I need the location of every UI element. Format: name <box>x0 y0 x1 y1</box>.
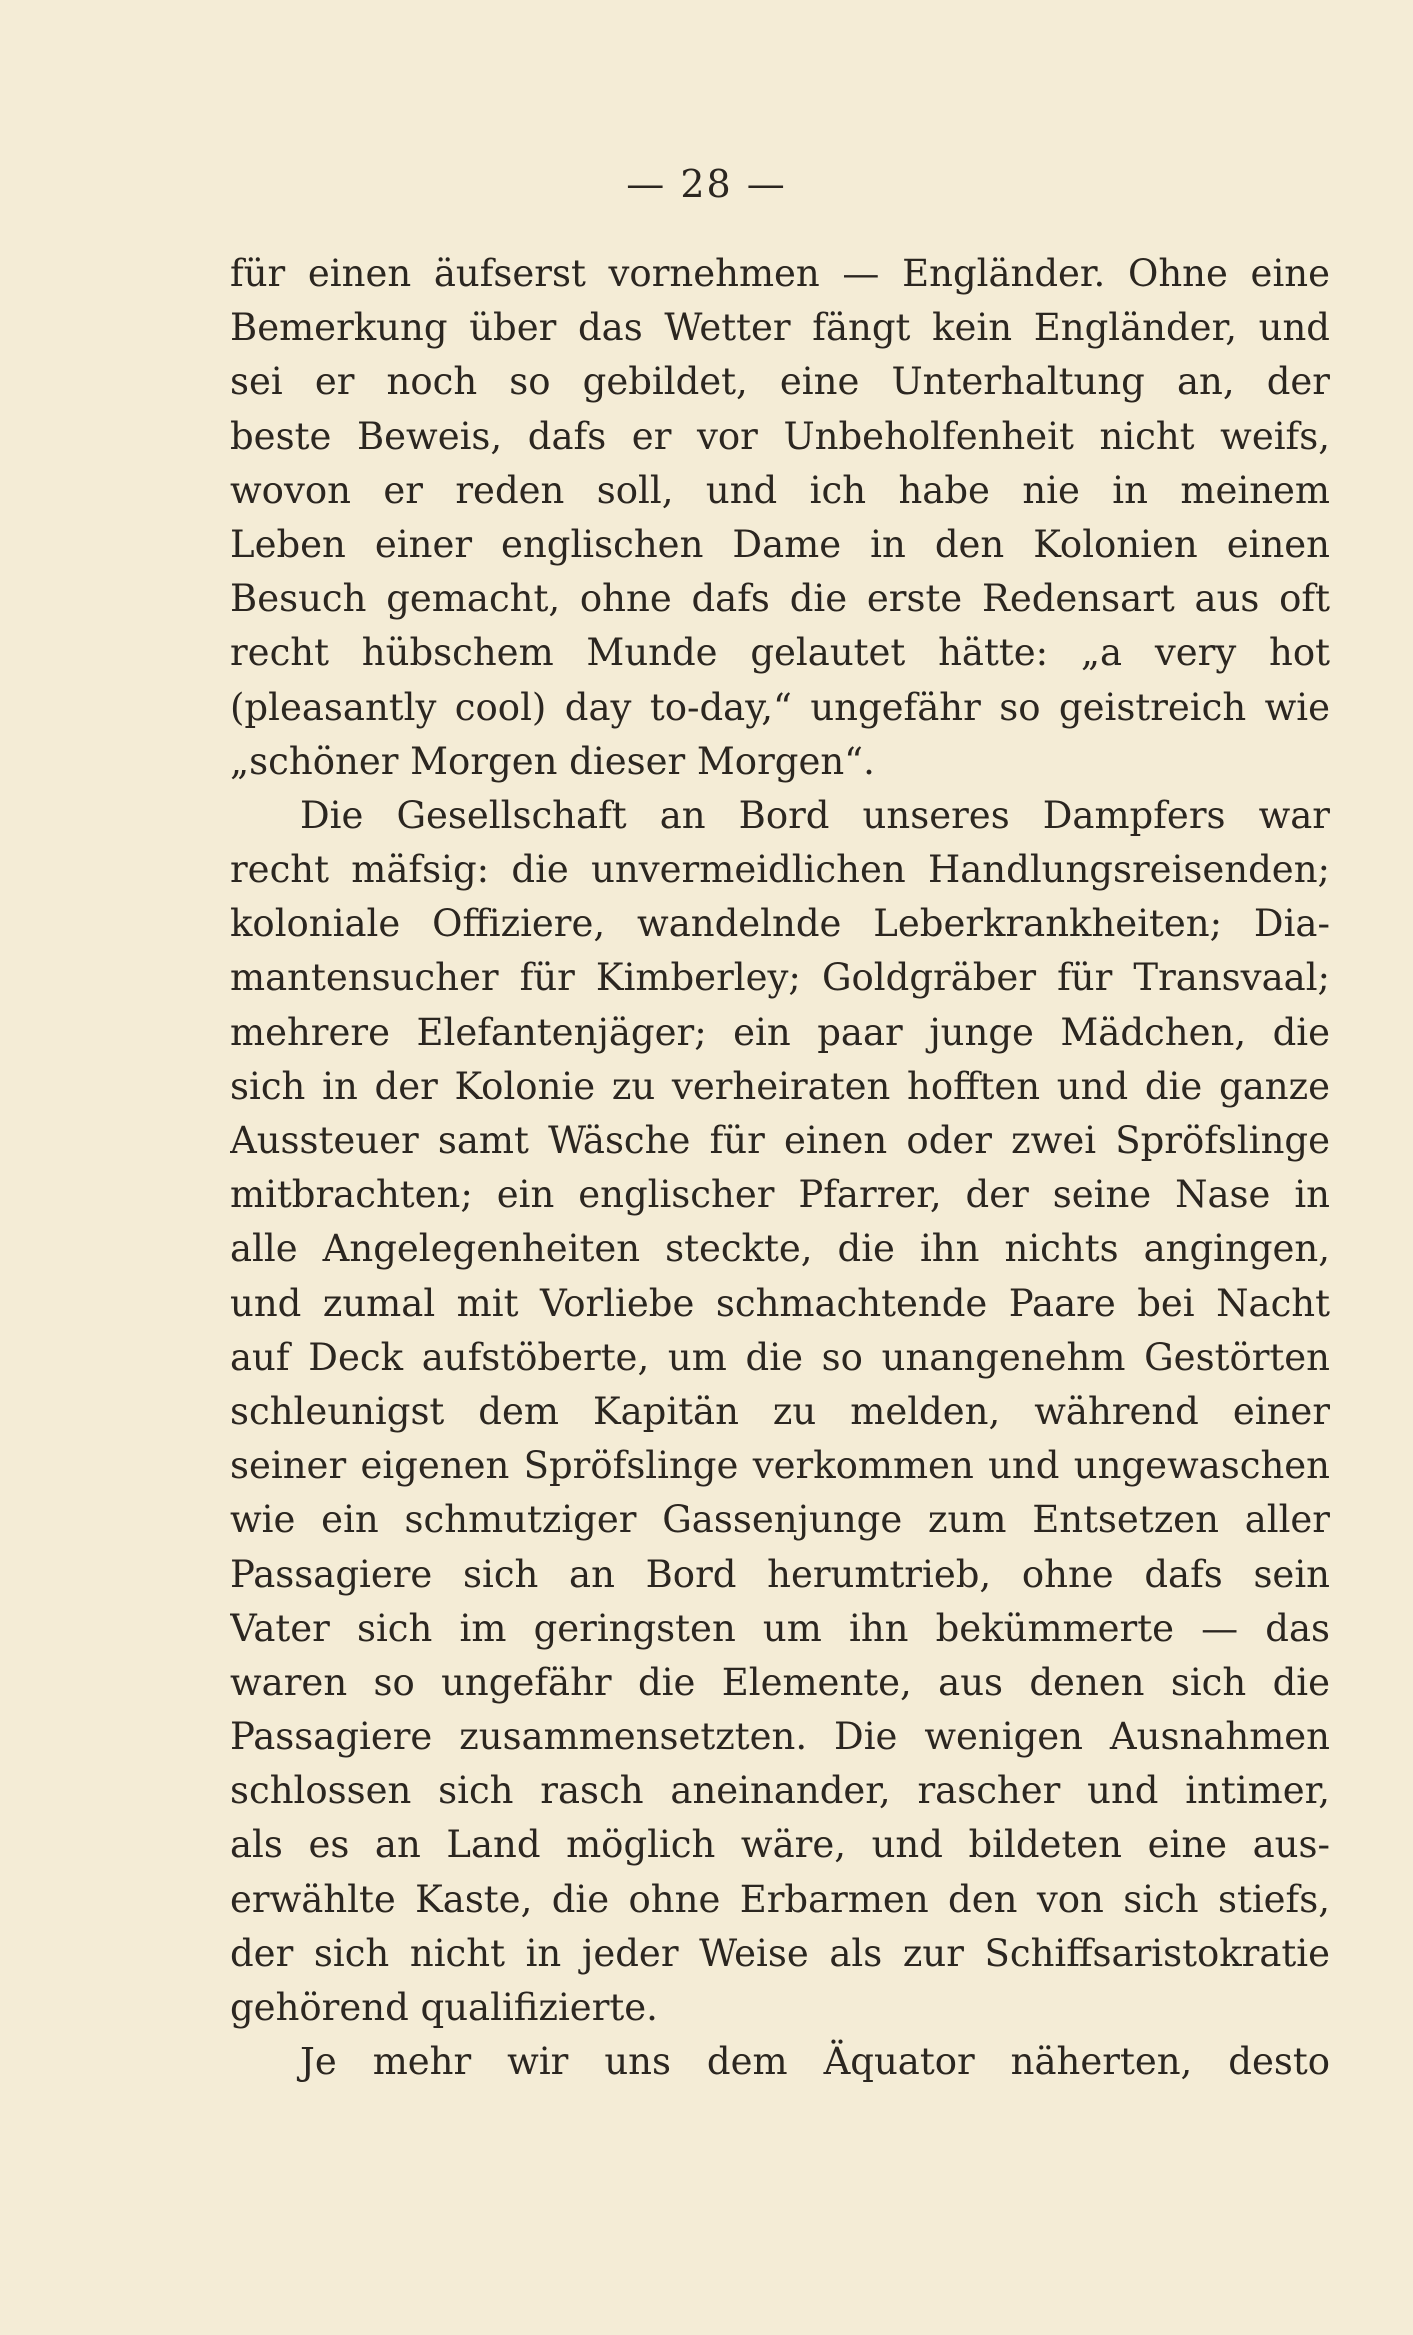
text-line: koloniale Offiziere, wandelnde Leberkrankheiten; Dia- <box>230 902 1330 946</box>
text-line: recht hübschem Munde gelautet hätte: „a very hot <box>230 631 1330 675</box>
text-line: seiner eigenen Spröfslinge verkommen und ungewaschen <box>230 1444 1330 1488</box>
text-line: waren so ungefähr die Elemente, aus denen sich die <box>230 1660 1330 1704</box>
text-line: schleunigst dem Kapitän zu melden, während einer <box>230 1389 1330 1433</box>
text-line: (pleasantly cool) day to-day,“ ungefähr so geistreich wie <box>230 685 1330 729</box>
text-line: für einen äufserst vornehmen — Engländer. Ohne eine <box>230 252 1330 295</box>
text-line: Passagiere zusammensetzten. Die wenigen Ausnahmen <box>230 1715 1330 1759</box>
text-line: auf Deck aufstöberte, um die so unangenehm Gestörten <box>230 1335 1330 1379</box>
text-line: Besuch gemacht, ohne dafs die erste Redensart aus oft <box>230 577 1330 621</box>
text-line: mitbrachten; ein englischer Pfarrer, der seine Nase in <box>230 1173 1330 1217</box>
body-text <box>230 247 1330 2089</box>
text-line: erwählte Kaste, die ohne Erbarmen den von sich stiefs, <box>230 1877 1330 1921</box>
text-line: Bemerkung über das Wetter fängt kein Engländer, und <box>230 306 1330 350</box>
text-line: als es an Land möglich wäre, und bildeten eine aus- <box>230 1823 1330 1867</box>
text-line: beste Beweis, dafs er vor Unbeholfenheit nicht weifs, <box>230 414 1330 458</box>
text-line: der sich nicht in jeder Weise als zur Schiffsaristokratie <box>230 1931 1330 1975</box>
page-number: — 28 — <box>626 162 787 206</box>
text-line: schlossen sich rasch aneinander, rascher und intimer, <box>230 1769 1330 1813</box>
text-line: Leben einer englischen Dame in den Kolonien einen <box>230 522 1330 566</box>
text-line: sich in der Kolonie zu verheiraten hofften und die ganze <box>230 1064 1330 1108</box>
text-line: Aussteuer samt Wäsche für einen oder zwei Spröfslinge <box>230 1119 1330 1162</box>
text-line: gehörend qualifizierte. <box>230 1986 658 2029</box>
text-line: und zumal mit Vorliebe schmachtende Paare bei Nacht <box>230 1281 1330 1325</box>
text-line: mantensucher für Kimberley; Goldgräber für Transvaal; <box>230 956 1330 1000</box>
text-line: alle Angelegenheiten steckte, die ihn nichts angingen, <box>230 1227 1330 1271</box>
paragraph-start-line: Die Gesellschaft an Bord unseres Dampfers war <box>300 793 1330 837</box>
text-line: sei er noch so gebildet, eine Unterhaltung an, der <box>230 360 1330 404</box>
text-line: Passagiere sich an Bord herumtrieb, ohne dafs sein <box>230 1552 1330 1596</box>
text-line: wie ein schmutziger Gassenjunge zum Entsetzen aller <box>230 1498 1330 1542</box>
paragraph-start-line: Je mehr wir uns dem Äquator näherten, desto <box>300 2040 1330 2084</box>
text-line: recht mäfsig: die unvermeidlichen Handlungsreisenden; <box>230 848 1330 892</box>
text-line: Vater sich im geringsten um ihn bekümmerte — das <box>230 1606 1330 1650</box>
text-line: wovon er reden soll, und ich habe nie in meinem <box>230 468 1330 512</box>
text-line: „schöner Morgen dieser Morgen“. <box>230 739 875 783</box>
text-line: mehrere Elefantenjäger; ein paar junge Mädchen, die <box>230 1010 1330 1054</box>
